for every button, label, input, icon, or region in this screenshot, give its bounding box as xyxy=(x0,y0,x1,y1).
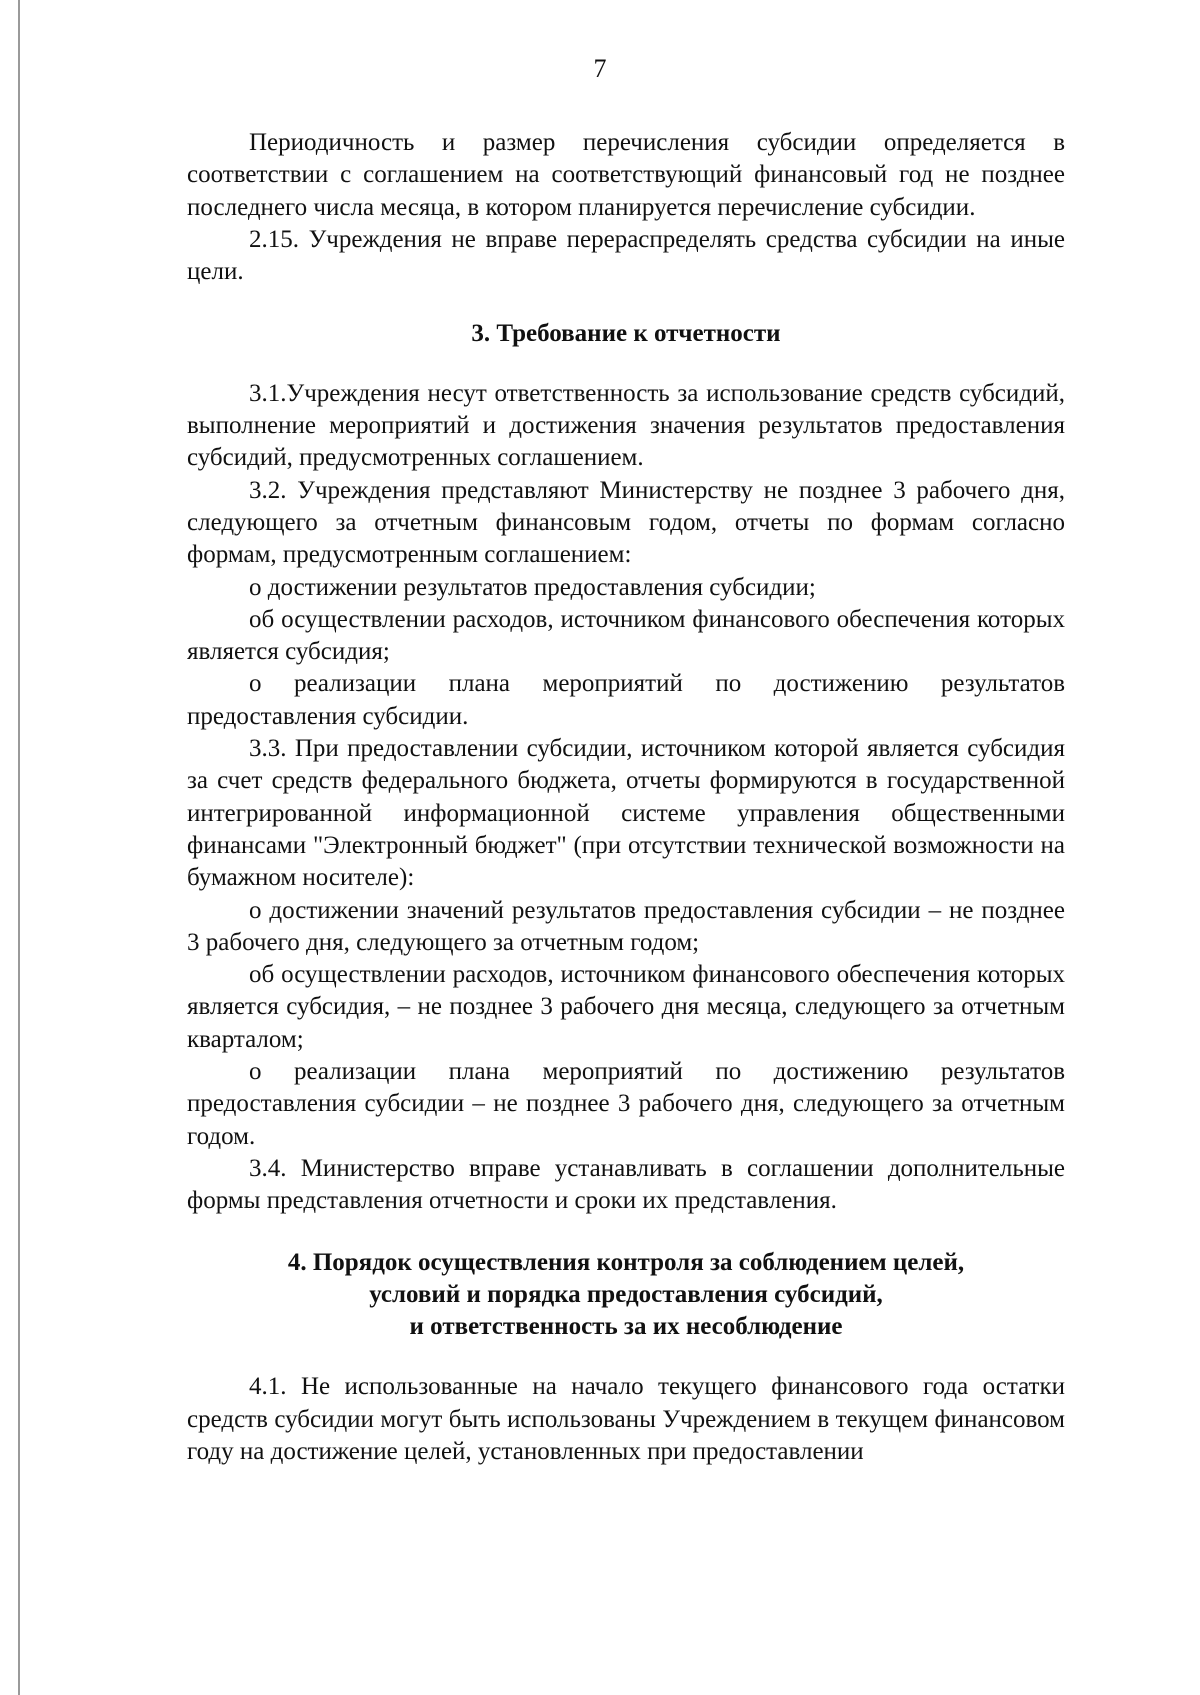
scan-edge-line xyxy=(18,0,20,1695)
paragraph-3-4: 3.4. Министерство вправе устанавливать в соглашении дополнительные формы представления отчетности и сроки их представления. xyxy=(187,1154,1065,1215)
paragraph-3-2: 3.2. Учреждения представляют Министерству не позднее 3 рабочего дня, следующего за отчетным финансовым годом, отчеты по формам согласно формам, предусмотренным соглашением: xyxy=(187,476,1065,569)
document-body xyxy=(187,127,1065,1468)
list-item-3-3-b: об осуществлении расходов, источником финансового обеспечения которых является субсидия, – не позднее 3 рабочего дня месяца, следующего за отчетным кварталом; xyxy=(187,961,1065,1053)
section-4-heading-line-1: 4. Порядок осуществления контроля за соблюдением целей, xyxy=(287,1248,965,1276)
section-4-heading-line-2: условий и порядка предоставления субсидий, xyxy=(369,1280,883,1308)
paragraph-3-1: 3.1.Учреждения несут ответственность за использование средств субсидий, выполнение мероприятий и достижения значения результатов предоставления субсидий, предусмотренных соглашением. xyxy=(187,379,1065,472)
page-number: 7 xyxy=(593,54,607,83)
paragraph-periodicity: Периодичность и размер перечисления субсидии определяется в соответствии с соглашением на соответствующий финансовый год не позднее последнего числа месяца, в котором планируется перечисление субсидии. xyxy=(187,129,1065,221)
paragraph-4-1: 4.1. Не использованные на начало текущего финансового года остатки средств субсидии могут быть использованы Учреждением в текущем финансовом году на достижение целей, установленных при предоставлении xyxy=(187,1373,1065,1465)
list-item-3-2-b: об осуществлении расходов, источником финансового обеспечения которых является субсидия; xyxy=(187,605,1065,666)
section-4-heading xyxy=(187,1247,1065,1344)
list-item-3-2-a: о достижении результатов предоставления субсидии; xyxy=(249,573,816,601)
section-3-heading: 3. Требование к отчетности xyxy=(471,320,781,348)
list-item-3-2-c: о реализации плана мероприятий по достижению результатов предоставления субсидии. xyxy=(187,670,1065,730)
paragraph-2-15: 2.15. Учреждения не вправе перераспределять средства субсидии на иные цели. xyxy=(187,225,1065,286)
list-item-3-3-a: о достижении значений результатов предоставления субсидии – не позднее 3 рабочего дня, следующего за отчетным годом; xyxy=(187,896,1065,956)
paragraph-3-3: 3.3. При предоставлении субсидии, источником которой является субсидия за счет средств федерального бюджета, отчеты формируются в государственной интегрированной информационной системе управления общественными финансами "Электронный бюджет" (при отсутствии технической возможности на бумажном носителе): xyxy=(187,735,1065,892)
list-item-3-3-c: о реализации плана мероприятий по достижению результатов предоставления субсидии – не позднее 3 рабочего дня, следующего за отчетным годом. xyxy=(187,1058,1065,1150)
section-4-heading-line-3: и ответственность за их несоблюдение xyxy=(409,1313,843,1341)
